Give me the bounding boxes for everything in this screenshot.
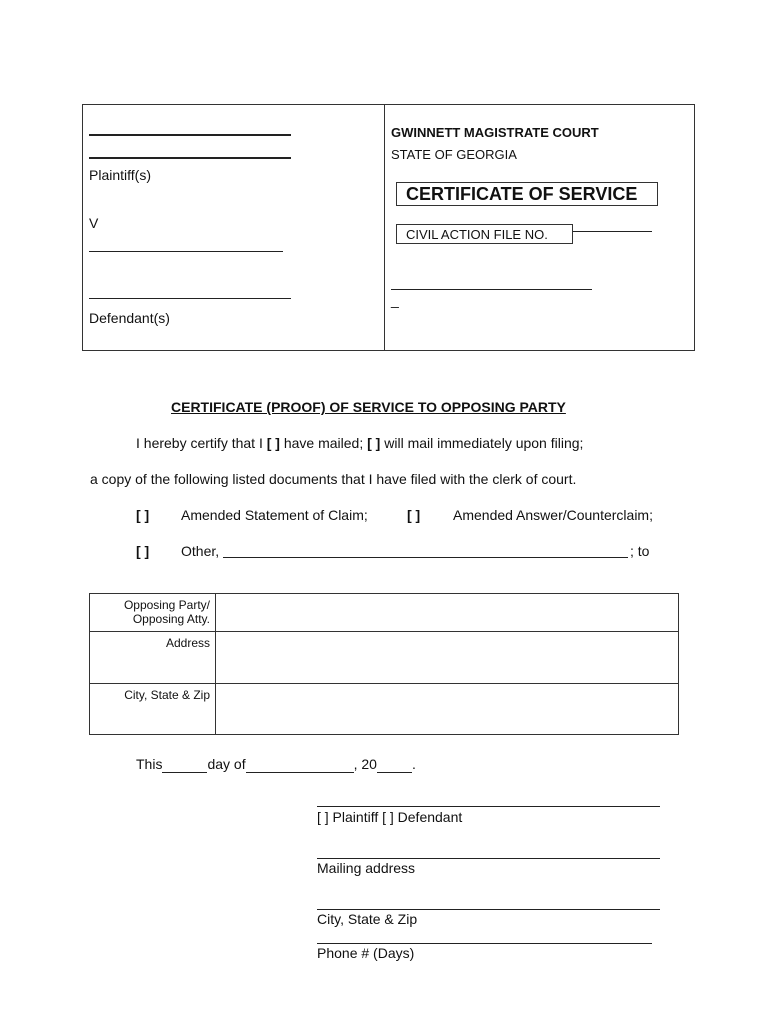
- address-label: Address: [90, 632, 216, 684]
- amended-answer-label: Amended Answer/Counterclaim;: [453, 507, 653, 523]
- file-no-label: CIVIL ACTION FILE NO.: [406, 227, 548, 242]
- table-row: [90, 594, 679, 632]
- plaintiff-name-line-2[interactable]: [89, 157, 291, 159]
- state-name: STATE OF GEORGIA: [391, 147, 517, 162]
- day-of-label: day of: [207, 756, 246, 772]
- certify-sentence: [136, 435, 583, 451]
- certify-prefix: I hereby certify that I: [136, 435, 263, 451]
- file-no-entry-extra: _: [391, 292, 399, 308]
- have-mailed-checkbox[interactable]: [ ]: [266, 435, 280, 451]
- period: .: [411, 756, 416, 772]
- plaintiff-label: Plaintiff(s): [89, 167, 151, 183]
- table-row: [90, 632, 679, 684]
- amended-statement-checkbox[interactable]: [ ]: [136, 507, 150, 523]
- signature-line[interactable]: [317, 806, 660, 807]
- document-title: CERTIFICATE OF SERVICE: [406, 184, 638, 204]
- party-role-line: [ ] Plaintiff [ ] Defendant: [317, 809, 463, 825]
- city-state-zip-line[interactable]: [317, 909, 660, 910]
- file-no-entry-line[interactable]: [391, 289, 592, 290]
- defendant-name-line-2[interactable]: [89, 298, 291, 299]
- copy-line: a copy of the following listed documents that I have filed with the clerk of court.: [90, 471, 577, 487]
- have-mailed-label: have mailed;: [283, 435, 364, 451]
- this-label: This: [136, 756, 163, 772]
- opposing-party-field[interactable]: [216, 594, 679, 632]
- year-prefix: , 20: [353, 756, 377, 772]
- defendant-name-line-1[interactable]: [89, 251, 283, 252]
- mailing-address-label: Mailing address: [317, 860, 416, 876]
- phone-label: Phone # (Days): [317, 945, 415, 961]
- amended-answer-checkbox[interactable]: [ ]: [407, 507, 421, 523]
- file-no-line[interactable]: [572, 231, 652, 232]
- section-heading: CERTIFICATE (PROOF) OF SERVICE TO OPPOSING PARTY: [171, 399, 566, 415]
- phone-line[interactable]: [317, 943, 652, 944]
- year-field[interactable]: [377, 756, 412, 773]
- versus-label: V: [89, 215, 99, 231]
- signature-city-state-zip-label: City, State & Zip: [317, 911, 418, 927]
- court-name: GWINNETT MAGISTRATE COURT: [391, 125, 599, 140]
- to-suffix: ; to: [630, 543, 650, 559]
- caption-divider: [384, 104, 385, 350]
- city-state-zip-field[interactable]: [216, 684, 679, 735]
- other-description-line[interactable]: [223, 557, 628, 558]
- defendant-label: Defendant(s): [89, 310, 170, 326]
- amended-statement-label: Amended Statement of Claim;: [181, 507, 368, 523]
- month-field[interactable]: [246, 756, 354, 773]
- plaintiff-name-line-1[interactable]: [89, 134, 291, 136]
- mailing-address-line[interactable]: [317, 858, 660, 859]
- other-label: Other,: [181, 543, 220, 559]
- case-caption-box: [82, 104, 695, 351]
- day-field[interactable]: [162, 756, 207, 773]
- will-mail-label: will mail immediately upon filing;: [384, 435, 584, 451]
- city-state-zip-label: City, State & Zip: [90, 684, 216, 735]
- date-line: [136, 756, 416, 773]
- table-row: [90, 684, 679, 735]
- opposing-party-label: Opposing Party/ Opposing Atty.: [90, 594, 216, 632]
- other-checkbox[interactable]: [ ]: [136, 543, 150, 559]
- opposing-party-table: [89, 593, 679, 735]
- address-field[interactable]: [216, 632, 679, 684]
- will-mail-checkbox[interactable]: [ ]: [367, 435, 381, 451]
